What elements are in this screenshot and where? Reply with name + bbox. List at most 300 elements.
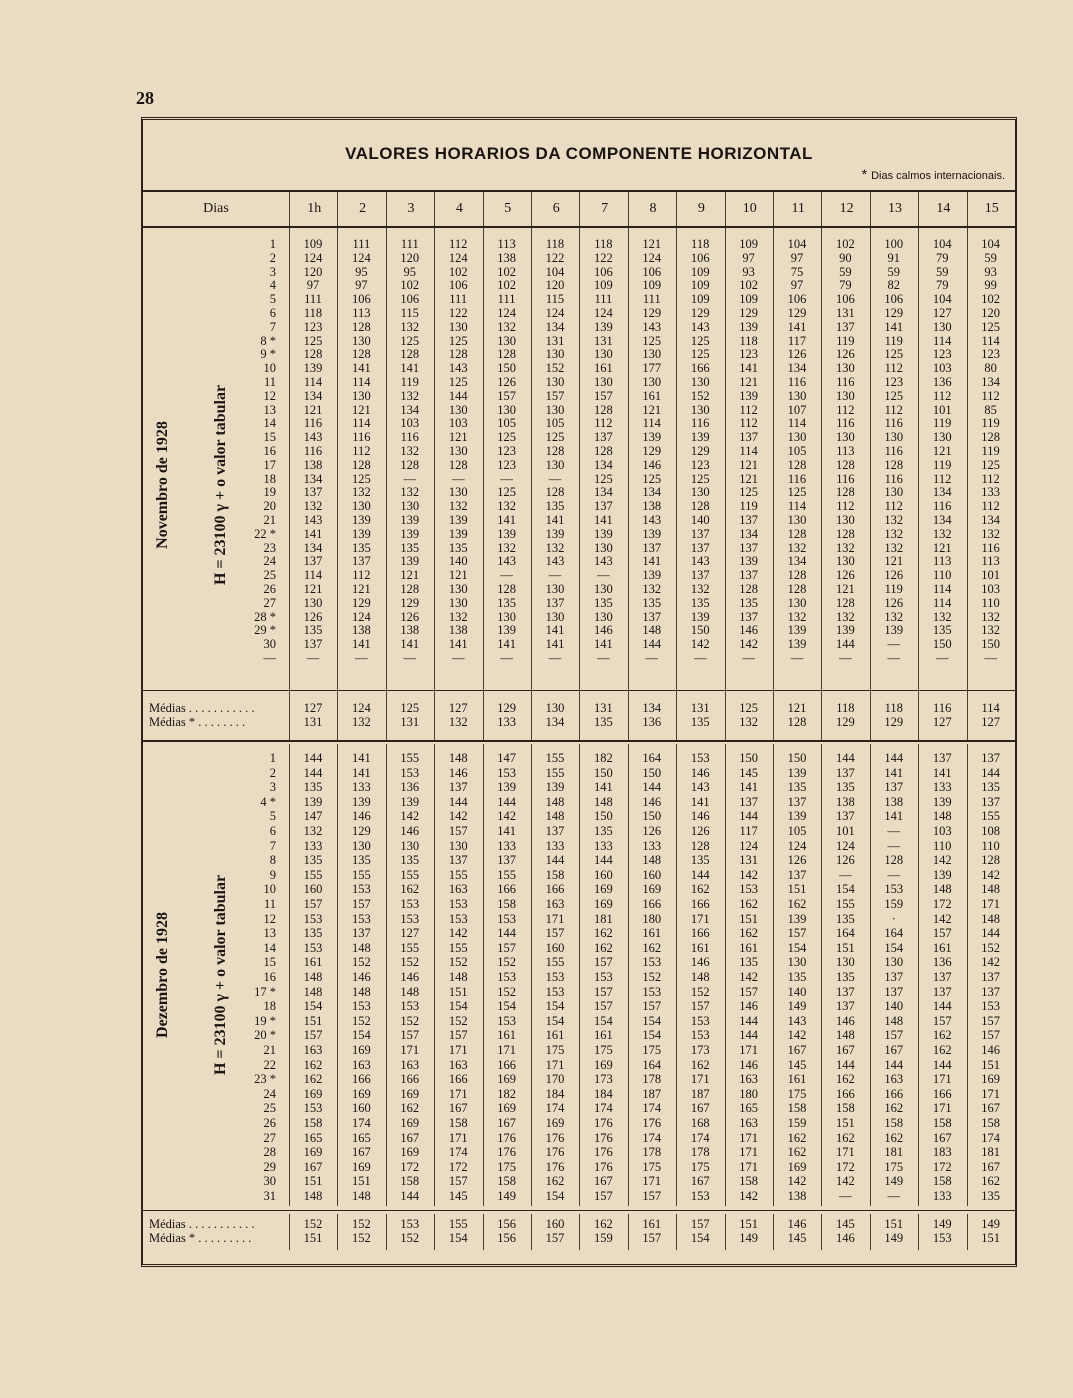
value-cell: 167 [836,1043,855,1057]
value-cell: — [306,651,320,665]
value-cell: 121 [739,471,758,486]
value-cell: 144 [739,1028,758,1043]
value-cell: 143 [448,361,468,376]
value-cell: 128 [352,319,371,334]
value-cell: 150 [981,637,1000,652]
value-cell: 121 [739,457,758,472]
value-cell: 114 [352,416,371,431]
value-cell: 130 [836,513,855,527]
value-cell: 102 [400,278,420,293]
value-cell: 102 [739,278,758,293]
table-row [143,956,1015,970]
value-cell: 139 [594,526,613,541]
value-cell: 134 [545,319,565,334]
value-cell: 132 [690,582,710,596]
medias-star-row [143,716,1015,730]
day-label: 24 [263,554,276,569]
value-cell: 145 [739,765,758,780]
value-cell: 171 [932,1101,952,1116]
value-cell: 121 [739,375,758,389]
value-cell: 109 [594,278,613,293]
value-cell: 132 [836,540,855,555]
value-cell: 143 [642,513,662,527]
value-cell: 142 [448,926,468,941]
value-cell: 174 [981,1130,1000,1145]
day-label: 1 [269,751,276,765]
value-cell: 160 [642,867,662,882]
value-cell: 112 [884,499,903,514]
value-cell: 130 [787,430,807,445]
day-label: 22 [263,1057,276,1072]
value-cell: 139 [448,513,468,527]
day-label: 17 * [254,984,276,999]
value-cell: 122 [594,250,613,265]
value-cell: 119 [739,499,758,514]
value-cell: 162 [642,940,662,955]
value-cell: 112 [836,499,855,514]
value-cell: 137 [739,568,758,583]
value-cell: 134 [303,540,323,555]
medias-cell: 149 [981,1217,1000,1231]
value-cell: 130 [448,485,468,500]
medias-cell: 149 [932,1217,952,1231]
value-cell: 155 [836,897,855,911]
day-label: 22 * [254,526,276,541]
value-cell: 153 [352,999,371,1014]
value-cell: 137 [884,970,904,984]
value-cell: 112 [449,237,468,251]
value-cell: 123 [739,347,758,362]
value-cell: 143 [787,1013,807,1028]
value-cell: 176 [497,1130,516,1145]
value-cell: 128 [787,568,807,583]
value-cell: 141 [497,637,516,652]
value-cell: 139 [787,765,807,780]
value-cell: 176 [594,1159,613,1174]
value-cell: 130 [448,582,468,596]
medias-label: Médias * . . . . . . . . . [149,1231,252,1245]
value-cell: 103 [981,582,1000,596]
value-cell: 79 [935,250,949,265]
medias-cell: 145 [836,1217,855,1231]
value-cell: 173 [690,1043,710,1057]
value-cell: 106 [594,264,613,279]
value-cell: 104 [545,264,565,279]
value-cell: 132 [303,499,323,514]
value-cell: 158 [303,1116,323,1130]
value-cell: 151 [787,882,807,897]
value-cell: 146 [836,1013,855,1028]
value-cell: 165 [352,1130,371,1145]
medias-cell: 125 [739,701,758,715]
medias-cell: 124 [352,701,371,715]
value-cell: 139 [352,794,371,809]
day-label: 23 * [254,1072,276,1087]
value-cell: 129 [642,444,662,458]
value-cell: 129 [352,824,371,838]
value-cell: 161 [303,955,323,970]
value-cell: 121 [400,568,420,583]
value-cell: 104 [787,237,807,251]
value-cell: 177 [642,361,662,376]
medias-cell: 121 [787,701,807,715]
day-label: 15 [263,430,276,445]
value-cell: 162 [884,1101,904,1116]
value-cell: 125 [400,333,420,348]
value-cell: 151 [981,1057,1000,1072]
value-cell: 137 [787,794,807,809]
value-cell: 157 [787,926,807,941]
value-cell: 168 [690,1116,710,1130]
value-cell: 157 [303,1028,323,1043]
value-cell: 137 [981,984,1000,999]
value-cell: 128 [400,582,420,596]
medias-cell: 149 [884,1231,904,1245]
value-cell: — [500,471,513,486]
value-cell: 135 [642,595,662,610]
value-cell: 153 [303,1101,323,1116]
value-cell: 157 [594,955,613,970]
value-cell: 139 [787,637,807,652]
value-cell: 135 [303,853,323,868]
value-cell: 104 [932,292,952,307]
value-cell: 141 [352,765,371,780]
value-cell: 121 [642,402,662,417]
value-cell: 128 [981,853,1000,868]
value-cell: — [403,651,417,665]
value-cell: 137 [981,751,1000,765]
value-cell: 161 [594,361,613,376]
value-cell: 119 [981,416,1000,431]
value-cell: 174 [545,1101,565,1116]
value-cell: 133 [932,1189,952,1203]
value-cell: 110 [933,838,952,853]
value-cell: 114 [933,582,952,596]
day-label: 5 [269,292,276,307]
value-cell: 119 [884,333,903,348]
value-cell: 153 [400,765,420,780]
value-cell: — [887,651,901,665]
value-cell: 141 [884,809,904,824]
value-cell: 124 [642,250,662,265]
value-cell: 139 [352,513,371,527]
value-cell: 140 [448,554,468,569]
value-cell: 115 [400,306,419,320]
value-cell: 126 [836,347,855,362]
value-cell: 102 [497,278,516,293]
value-cell: 126 [787,853,807,868]
value-cell: 131 [836,306,855,320]
value-cell: 155 [981,809,1000,824]
value-cell: 124 [497,306,516,320]
value-cell: 128 [787,457,807,472]
day-label: 10 [263,882,276,897]
value-cell: 160 [594,867,613,882]
value-cell: 144 [642,637,662,652]
value-cell: 127 [400,926,420,941]
value-cell: 146 [642,794,662,809]
value-cell: 130 [448,319,468,334]
value-cell: 116 [981,540,1000,555]
value-cell: 137 [545,824,565,838]
value-cell: 119 [884,582,903,596]
value-cell: 154 [884,940,904,955]
value-cell: 157 [594,984,613,999]
day-label: 11 [263,897,276,911]
value-cell: 116 [303,416,323,431]
value-cell: 135 [836,970,855,984]
value-cell: 172 [932,1159,952,1174]
value-cell: 132 [497,499,516,514]
value-cell: 169 [352,1086,371,1101]
section-divider [143,740,1015,742]
table-row [143,810,1015,824]
value-cell: 116 [352,430,371,445]
value-cell: 139 [787,623,807,638]
medias-cell: 125 [400,701,420,715]
value-cell: 125 [594,471,613,486]
value-cell: 128 [787,526,807,541]
value-cell: 146 [690,809,710,824]
value-cell: 174 [352,1116,371,1130]
value-cell: 164 [836,926,855,941]
value-cell: 157 [594,388,613,403]
value-cell: 182 [497,1086,516,1101]
table-row [143,883,1015,897]
value-cell: 137 [739,794,758,809]
value-cell: 125 [884,388,904,403]
value-cell: 104 [932,237,952,251]
value-cell: 141 [690,794,710,809]
value-cell: 121 [303,402,323,417]
value-cell: 131 [594,333,613,348]
value-cell: 169 [400,1116,420,1130]
value-cell: 175 [787,1086,807,1101]
day-label: 3 [269,780,276,795]
value-cell: 137 [981,970,1000,984]
header-hour-14: 14 [918,192,967,226]
value-cell: 139 [739,319,758,334]
value-cell: 116 [691,416,710,431]
value-cell: 125 [642,333,662,348]
value-cell: 175 [642,1159,662,1174]
value-cell: 128 [739,582,758,596]
value-cell: 161 [642,388,662,403]
value-cell: 113 [933,554,952,569]
value-cell: 144 [836,637,855,652]
value-cell: 130 [787,388,807,403]
value-cell: 171 [690,911,710,926]
value-cell: 157 [739,984,758,999]
value-cell: 175 [690,1159,710,1174]
value-cell: 125 [690,347,710,362]
value-cell: 158 [497,1174,516,1189]
value-cell: 148 [303,1189,323,1203]
value-cell: 137 [545,595,565,610]
value-cell: 166 [932,1086,952,1101]
value-cell: 125 [497,430,516,445]
value-cell: 163 [884,1072,904,1087]
value-cell: 176 [594,1116,613,1130]
value-cell: 112 [981,471,1000,486]
day-label: 6 [269,824,276,838]
value-cell: 148 [352,1189,371,1203]
value-cell: — [451,471,465,486]
day-label: 16 [263,970,276,984]
value-cell: 153 [400,911,420,926]
value-cell: 149 [497,1189,516,1203]
value-cell: 138 [400,623,420,638]
value-cell: 109 [690,278,710,293]
value-cell: 152 [448,1013,468,1028]
value-cell: 154 [545,999,565,1014]
value-cell: 152 [352,955,371,970]
value-cell: 173 [594,1072,613,1087]
medias-cell: 152 [400,1231,420,1245]
value-cell: 97 [306,278,320,293]
value-cell: 112 [594,416,613,431]
value-cell: 148 [545,794,565,809]
value-cell: — [500,568,513,583]
value-cell: 146 [739,623,758,638]
value-cell: 151 [303,1174,323,1189]
value-cell: 153 [981,999,1000,1014]
value-cell: 171 [739,1145,758,1160]
value-cell: 155 [545,955,565,970]
value-cell: 144 [642,780,662,795]
value-cell: 148 [303,970,323,984]
value-cell: 102 [497,264,516,279]
star-symbol: * [861,166,868,182]
value-cell: 111 [352,237,371,251]
table-row [143,1132,1015,1146]
value-cell: 144 [836,1057,855,1072]
value-cell: 139 [497,526,516,541]
value-cell: 116 [400,430,419,445]
medias-cell: 162 [594,1217,613,1231]
value-cell: 130 [690,485,710,500]
value-cell: 144 [932,1057,952,1072]
value-cell: 174 [642,1130,662,1145]
value-cell: 167 [884,1043,904,1057]
value-cell: 143 [545,554,565,569]
value-cell: 128 [836,457,855,472]
value-cell: 171 [981,1086,1000,1101]
value-cell: 82 [887,278,901,293]
value-cell: 153 [690,1013,710,1028]
value-cell: 144 [497,794,516,809]
table-row [143,1175,1015,1189]
value-cell: 137 [690,568,710,583]
value-cell: 132 [884,609,904,624]
value-cell: 166 [352,1072,371,1087]
value-cell: 134 [932,513,952,527]
medias-cell: 154 [448,1231,468,1245]
value-cell: 146 [594,623,613,638]
value-cell: 157 [642,999,662,1014]
value-cell: 169 [594,882,613,897]
value-cell: 157 [690,999,710,1014]
value-cell: 148 [352,984,371,999]
value-cell: 124 [836,838,855,853]
table-row [143,638,1015,652]
day-label: 3 [269,264,276,279]
value-cell: 169 [642,882,662,897]
value-cell: 137 [352,926,371,941]
value-cell: 167 [690,1174,710,1189]
value-cell: 151 [448,984,468,999]
value-cell: 157 [545,388,565,403]
value-cell: 128 [981,430,1000,445]
value-cell: 137 [739,609,758,624]
value-cell: 148 [836,1028,855,1043]
value-cell: 161 [739,940,758,955]
medias-cell: 118 [884,701,903,715]
value-cell: 154 [836,882,855,897]
value-cell: 163 [739,1072,758,1087]
day-label: 20 * [254,1028,276,1043]
value-cell: 133 [545,838,565,853]
value-cell: 121 [836,582,855,596]
value-cell: 162 [400,1101,420,1116]
medias-row [143,702,1015,716]
medias-cell: 151 [739,1217,758,1231]
value-cell: 158 [884,1116,904,1130]
value-cell: 145 [787,1057,807,1072]
value-cell: 130 [594,582,613,596]
value-cell: 146 [981,1043,1000,1057]
value-cell: 144 [981,765,1000,780]
value-cell: 144 [497,926,516,941]
value-cell: 114 [787,499,807,514]
value-cell: 133 [594,838,613,853]
day-label: 8 [269,853,276,868]
value-cell: 134 [739,526,758,541]
value-cell: 130 [884,485,904,500]
value-cell: 130 [690,402,710,417]
value-cell: 141 [545,637,565,652]
value-cell: 97 [355,278,368,293]
value-cell: 141 [884,765,904,780]
value-cell: 169 [303,1086,323,1101]
value-cell: 116 [303,444,323,458]
value-cell: 137 [836,809,855,824]
value-cell: 121 [884,554,904,569]
value-cell: 130 [400,838,420,853]
value-cell: 114 [352,375,371,389]
header-hour-3: 3 [386,192,435,226]
value-cell: 85 [984,402,997,417]
value-cell: 135 [836,911,855,926]
value-cell: 101 [932,402,952,417]
table-row [143,986,1015,1000]
value-cell: 129 [400,595,420,610]
value-cell: 139 [545,780,565,795]
value-cell: 166 [497,882,516,897]
value-cell: 130 [448,402,468,417]
value-cell: 114 [303,375,323,389]
value-cell: — [887,1189,901,1203]
value-cell: 123 [884,375,904,389]
table-row [143,486,1015,500]
value-cell: 128 [884,853,904,868]
value-cell: 155 [400,751,420,765]
value-cell: 111 [497,292,516,307]
value-cell: 93 [984,264,997,279]
value-cell: 135 [690,853,710,868]
day-label: 2 [269,250,276,265]
value-cell: 148 [884,1013,904,1028]
